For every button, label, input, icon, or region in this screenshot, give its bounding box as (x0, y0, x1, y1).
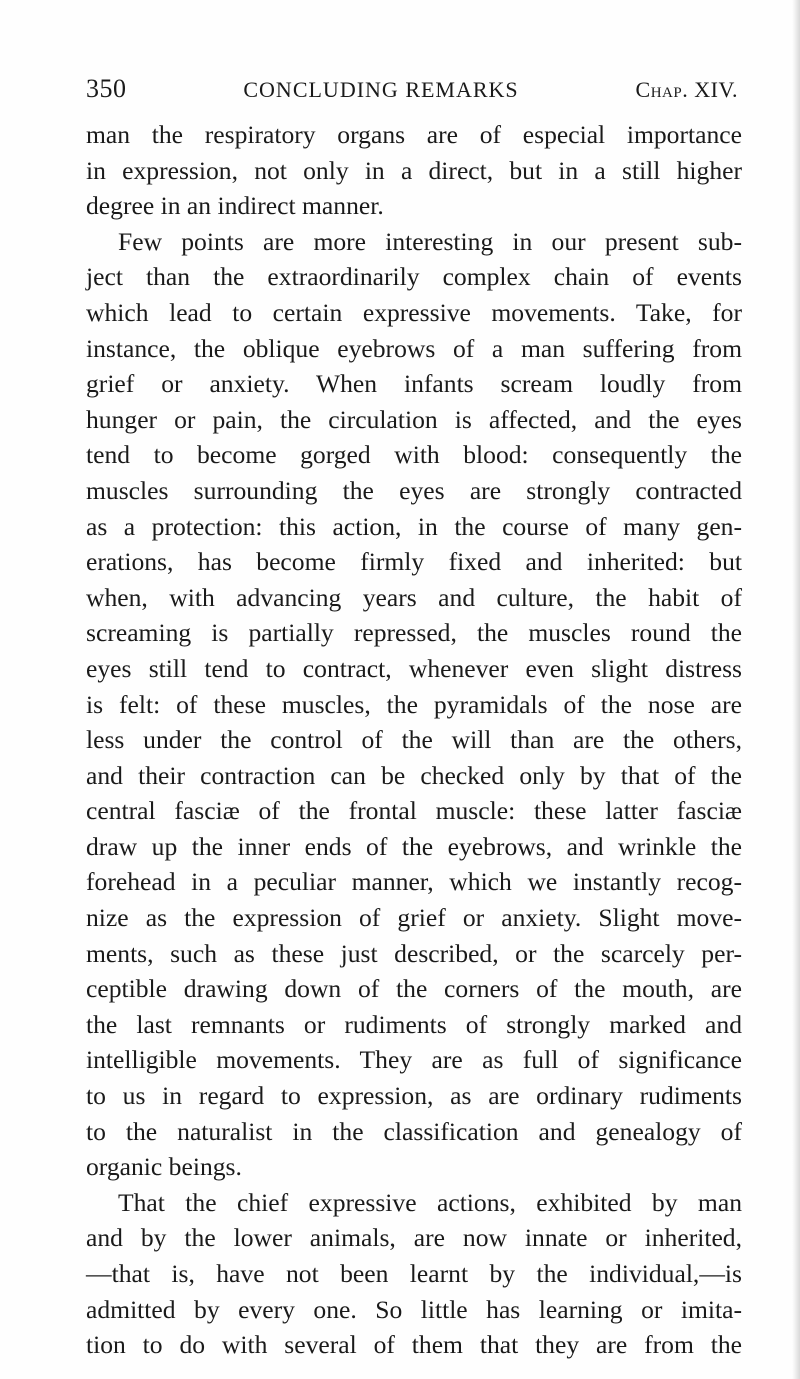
text-line: when, with advancing years and culture, the habit of (86, 582, 742, 612)
text-line: as a protection: this action, in the course of many gen- (86, 511, 742, 541)
text-line: instance, the oblique eyebrows of a man suffering from (86, 333, 742, 363)
running-title: CONCLUDING REMARKS (243, 77, 519, 102)
text-line: organic beings. (86, 1152, 242, 1182)
page-number: 350 (86, 74, 127, 103)
text-line: eyes still tend to contract, whenever even slight distress (86, 653, 742, 683)
text-line: central fasciæ of the frontal muscle: these latter fasciæ (86, 796, 742, 826)
text-line: degree in an indirect manner. (86, 191, 384, 221)
text-line: and their contraction can be checked only by that of the (86, 760, 742, 790)
text-line: That the chief expressive actions, exhibited by man (118, 1187, 742, 1217)
text-line: ject than the extraordinarily complex chain of events (86, 262, 742, 292)
text-line: to us in regard to expression, as are ordinary rudiments (86, 1081, 742, 1111)
text-line: which lead to certain expressive movements. Take, for (86, 297, 742, 327)
page-edge (792, 0, 800, 1379)
text-line: to the naturalist in the classification and genealogy of (86, 1116, 742, 1146)
text-line: hunger or pain, the circulation is affected, and the eyes (86, 404, 742, 434)
text-line: Few points are more interesting in our present sub- (118, 226, 742, 256)
text-line: ments, such as these just described, or the scarcely per- (86, 938, 742, 968)
text-line: grief or anxiety. When infants scream loudly from (86, 369, 742, 399)
text-line: less under the control of the will than are the others, (86, 725, 742, 755)
body-text (86, 117, 742, 1363)
text-line: nize as the expression of grief or anxiety. Slight move- (86, 903, 742, 933)
text-line: and by the lower animals, are now innate or inherited, (86, 1223, 742, 1253)
text-line: draw up the inner ends of the eyebrows, and wrinkle the (86, 831, 742, 861)
text-line: admitted by every one. So little has learning or imita- (86, 1294, 742, 1324)
running-head (86, 74, 738, 108)
text-line: —that is, have not been learnt by the individual,—is (86, 1259, 742, 1288)
text-line: erations, has become firmly fixed and inherited: but (86, 547, 742, 577)
text-line: the last remnants or rudiments of strongly marked and (86, 1009, 742, 1039)
text-line: screaming is partially repressed, the muscles round the (86, 618, 742, 648)
text-line: forehead in a peculiar manner, which we instantly recog- (86, 867, 742, 897)
text-line: man the respiratory organs are of especial importance (86, 120, 742, 149)
text-line: is felt: of these muscles, the pyramidals of the nose are (86, 689, 742, 719)
text-line: muscles surrounding the eyes are strongly contracted (86, 475, 742, 505)
text-line: intelligible movements. They are as full of significance (86, 1045, 742, 1075)
text-line: tend to become gorged with blood: consequently the (86, 440, 742, 470)
chapter-label: Chap. XIV. (635, 77, 738, 102)
text-line: tion to do with several of them that they are from the (86, 1330, 742, 1360)
text-line: ceptible drawing down of the corners of the mouth, are (86, 974, 742, 1004)
text-line: in expression, not only in a direct, but in a still higher (86, 155, 742, 185)
